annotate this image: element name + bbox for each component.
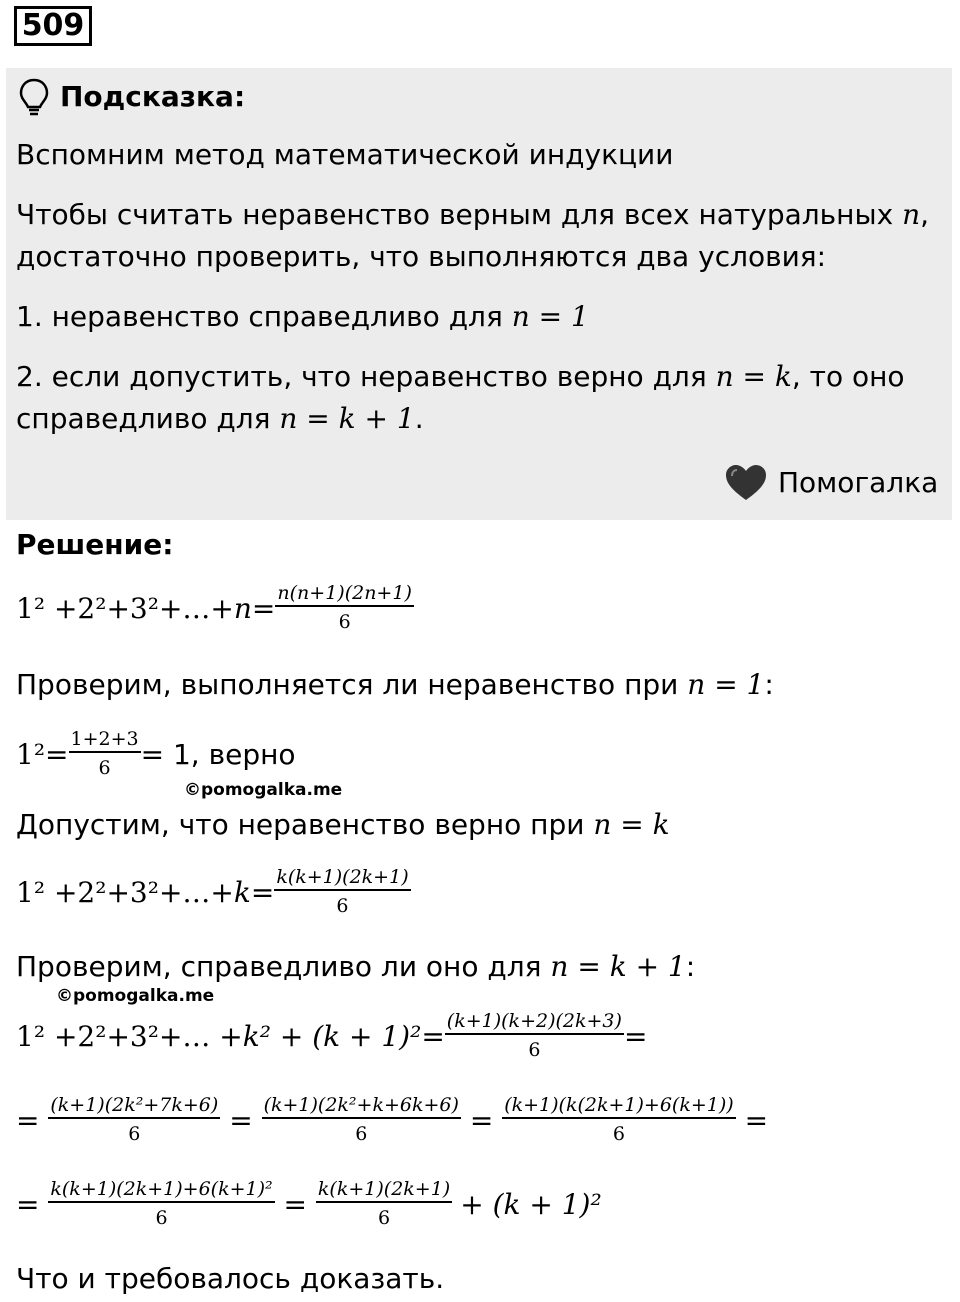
watermark: ©pomogalka.me: [56, 986, 215, 1006]
math-expr: n = k + 1: [279, 402, 415, 435]
brand-label: Помогалка: [778, 466, 939, 499]
equals-sign: =: [251, 592, 276, 625]
formula-lhs: 1² +2²+3²+… +: [16, 1020, 243, 1053]
math-var: k: [233, 876, 251, 909]
fraction-numerator: k(k+1)(2k+1): [274, 866, 410, 891]
hint-item-2: [16, 360, 905, 393]
fraction: [445, 1010, 624, 1063]
solution-text: Допустим, что неравенство верно при: [16, 808, 594, 841]
fraction-numerator: (k+1)(2k²+7k+6): [48, 1094, 220, 1119]
solution-text: :: [764, 668, 774, 701]
fraction-denominator: 6: [128, 1123, 141, 1145]
fraction-numerator: n(n+1)(2n+1): [275, 582, 413, 607]
fraction-numerator: (k+1)(k(2k+1)+6(k+1)): [502, 1094, 735, 1119]
math-expr: n = 1: [511, 300, 589, 333]
k-formula: [16, 866, 411, 919]
fraction-numerator: k(k+1)(2k+1): [316, 1178, 452, 1203]
lightbulb-icon: [18, 78, 50, 118]
fraction-denominator: 6: [528, 1039, 541, 1061]
check-base-line: [16, 668, 774, 701]
hint-text: Чтобы считать неравенство верным для всех натуральных: [16, 198, 903, 231]
hint-paragraph-2: [16, 198, 929, 231]
fraction-numerator: (k+1)(k+2)(2k+3): [445, 1010, 624, 1035]
hint-text: ,: [920, 198, 930, 231]
solution-text: = 1, верно: [140, 738, 296, 771]
math-expr: n = k: [715, 360, 792, 393]
sum-formula: [16, 582, 414, 635]
solution-title: Решение:: [16, 528, 174, 561]
hint-paragraph-2-line-2: достаточно проверить, что выполняются два условия:: [16, 240, 827, 273]
fraction-numerator: (k+1)(2k²+k+6k+6): [262, 1094, 461, 1119]
transform-row-2: [16, 1094, 768, 1147]
equals-sign: =: [16, 1104, 49, 1137]
hint-text: справедливо для: [16, 402, 280, 435]
equals-sign: =: [623, 1020, 648, 1053]
math-expr: n = 1: [687, 668, 765, 701]
fraction-denominator: 6: [336, 895, 349, 917]
fraction: [316, 1178, 452, 1231]
fraction-denominator: 6: [155, 1207, 168, 1229]
hint-line-1: Вспомним метод математической индукции: [16, 138, 674, 171]
problem-number: 509: [14, 6, 92, 46]
fraction-denominator: 6: [355, 1123, 368, 1145]
fraction: [262, 1094, 461, 1147]
fraction-numerator: 1+2+3: [69, 728, 141, 753]
hint-item-2-line-2: [16, 402, 424, 435]
hint-text: .: [414, 402, 424, 435]
hint-item-1: [16, 300, 589, 333]
solution-text: Проверим, выполняется ли неравенство при: [16, 668, 688, 701]
fraction-denominator: 6: [338, 611, 351, 633]
fraction: [48, 1094, 220, 1147]
hint-box: [6, 68, 952, 520]
fraction: [275, 582, 413, 635]
formula-lhs: 1² +2²+3²+…+: [16, 876, 234, 909]
fraction: [502, 1094, 735, 1147]
heart-icon: [724, 464, 768, 502]
hint-text: , то оно: [791, 360, 905, 393]
math-expr: n = k + 1: [550, 950, 686, 983]
base-case: [16, 728, 296, 781]
solution-text: Проверим, справедливо ли оно для: [16, 950, 551, 983]
fraction: [69, 728, 141, 781]
math-expr: + (k + 1)²: [460, 1188, 602, 1221]
watermark: ©pomogalka.me: [184, 780, 343, 800]
transform-row-3: [16, 1178, 602, 1231]
math-var: n: [233, 592, 252, 625]
hint-text: 2. если допустить, что неравенство верно для: [16, 360, 716, 393]
math-expr: k² + (k + 1)²=: [242, 1020, 445, 1053]
math-expr: n = k: [593, 808, 670, 841]
equals-sign: =: [735, 1104, 769, 1137]
equals-sign: =: [250, 876, 275, 909]
assumption-line: [16, 808, 670, 841]
fraction: [48, 1178, 274, 1231]
math-var: n: [902, 198, 921, 231]
fraction-denominator: 6: [612, 1123, 625, 1145]
fraction: [274, 866, 410, 919]
step-formula: [16, 1010, 647, 1063]
formula-lhs: 1²=: [16, 738, 69, 771]
fraction-denominator: 6: [378, 1207, 391, 1229]
equals-sign: =: [16, 1188, 49, 1221]
fraction-numerator: k(k+1)(2k+1)+6(k+1)²: [48, 1178, 274, 1203]
equals-sign: =: [220, 1104, 262, 1137]
hint-title: Подсказка:: [60, 80, 246, 113]
equals-sign: =: [274, 1188, 316, 1221]
solution-text: :: [685, 950, 696, 983]
hint-text: 1. неравенство справедливо для: [16, 300, 512, 333]
conclusion: Что и требовалось доказать.: [16, 1262, 445, 1295]
check-step-line: [16, 950, 695, 983]
equals-sign: =: [460, 1104, 503, 1137]
fraction-denominator: 6: [98, 757, 111, 779]
formula-lhs: 1² +2²+3²+…+: [16, 592, 234, 625]
